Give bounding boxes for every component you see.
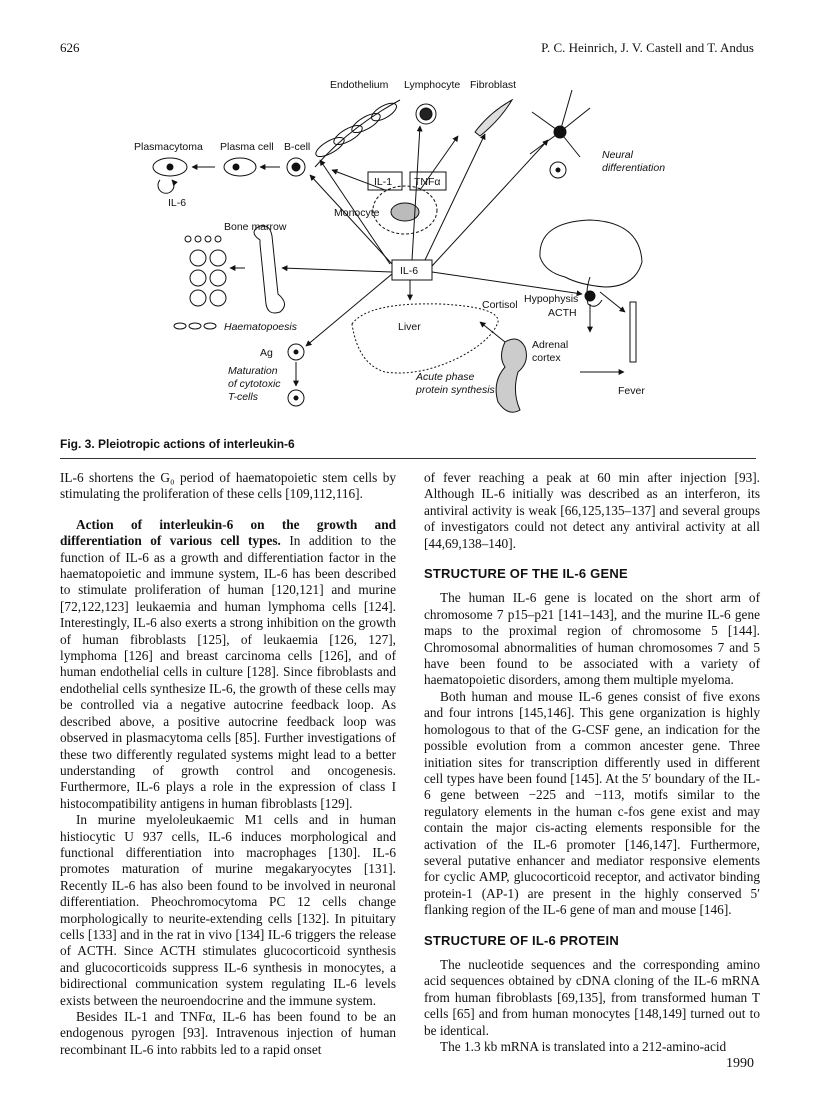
- section-heading: STRUCTURE OF THE IL-6 GENE: [424, 566, 628, 582]
- label-il6-center: IL-6: [400, 265, 419, 277]
- label-il1: IL-1: [374, 176, 393, 188]
- paragraph: Besides IL-1 and TNFα, IL-6 has been found to be an endogenous pyrogen [93]. Intravenous injection of human recombinant IL-6 into rabbits led to a rapid onset: [60, 1009, 396, 1057]
- label-fever: Fever: [618, 385, 645, 397]
- footer-year: 1990: [726, 1056, 754, 1071]
- paragraph: [60, 517, 396, 812]
- run-in-heading: Action of interleukin-6 on the growth and differentiation of various cell types.: [60, 516, 396, 549]
- endothelium-cells-illustration: [313, 100, 400, 167]
- fibroblast-illustration: [475, 100, 512, 136]
- paragraph: IL-6 shortens the G₀ period of haematopoietic stem cells by stimulating the proliferation of these cells [109,112,116].: [60, 470, 396, 502]
- paragraph: Both human and mouse IL-6 genes consist of five exons and four introns [145,146]. This gene organization is highly homologous to that of the G-CSF gene, an indication for the possible evolution from a common ancester gene. Three initiation sites for transcription differently used in different cell types have been found [145]. At the 5′ boundary of the IL-6 gene between −225 and −113, motifs similar to the regulatory elements in the human c-fos gene exist and may contain the major cis-acting elements responsible for the activation of the IL-6 promoter [146,147]. Furthermore, several putative enhancer and mediator responsive elements for cyclic AMP, glucocorticoid receptor, and activator binding protein-1 (AP-1) are present in the highly conserved 5′ flanking region of the IL-6 gene of man and mouse [146].: [424, 688, 760, 918]
- bone-illustration: [254, 226, 285, 313]
- label-endothelium: Endothelium: [330, 79, 389, 91]
- paragraph: The nucleotide sequences and the corresponding amino acid sequences obtained by cDNA cloning of the IL-6 mRNA from human fibroblasts [69,135], from transformed human T cells [65] and from human monocytes [148,149] turned out to be identical.: [424, 956, 760, 1038]
- left-column: [60, 470, 396, 1058]
- label-lymphocyte: Lymphocyte: [404, 79, 461, 91]
- label-cortex: cortex: [532, 352, 561, 364]
- paragraph: The 1.3 kb mRNA is translated into a 212-amino-acid: [440, 1039, 727, 1054]
- section-heading: STRUCTURE OF IL-6 PROTEIN: [424, 932, 619, 948]
- label-acth: ACTH: [548, 307, 577, 319]
- label-plasma-cell: Plasma cell: [220, 141, 274, 153]
- label-neural: Neural: [602, 149, 633, 161]
- paragraph-body: In addition to the function of IL-6 as a growth and differentiation factor in the haematopoietic and immune system, IL-6 has been described to stimulate proliferation of human [120,121] and murine [72,122,123] leukaemia and human lymphoma cells [124]. Interestingly, IL-6 also exerts a strong inhibition on the growth of human fibroblasts [125], of leukaemia [126, 127], lymphoma [126] and breast carcinoma cells [126], and of human endothelial cells in culture [128]. Since fibroblasts and endothelial cells synthesize IL-6, the growth of these cells may be controlled via a negative autocrine feedback loop. As described above, a positive autocrine feedback loop was observed in plasmacytoma cells [85]. Further investigations of these two differently regulated systems might lead to a better understanding of growth control and oncogenesis. Furthermore, IL-6 plays a role in the expression of class I histocompatibility antigens in human fibroblasts [129].: [60, 533, 396, 811]
- right-column: [424, 470, 760, 1055]
- label-cortisol: Cortisol: [482, 299, 518, 311]
- brain-illustration: [540, 220, 642, 287]
- label-tnf: TNFα: [414, 176, 441, 188]
- label-plasmacytoma: Plasmacytoma: [134, 141, 203, 153]
- label-hypophysis: Hypophysis: [524, 293, 579, 305]
- figure-caption: Fig. 3. Pleiotropic actions of interleukin-6: [60, 437, 295, 451]
- label-acute-2: protein synthesis: [416, 384, 495, 396]
- label-adrenal: Adrenal: [532, 339, 569, 351]
- lymphocyte-illustration: [416, 104, 436, 124]
- paragraph: In murine myeloleukaemic M1 cells and in human histiocytic U 937 cells, IL-6 induces morphological and functional differentiation into macrophages [130]. IL-6 promotes maturation of murine megakaryocytes [131]. Recently IL-6 has also been found to be involved in neuronal differentiation. Pheochromocytoma PC 12 cells change morphologically to neurite-extending cells [132]. In pituitary cells [133] and in the rat in vivo [134] IL-6 triggers the release of ACTH. Since ACTH stimulates glucocorticoid synthesis and glucocorticoids suppress IL-6 synthesis in monocytes, a bidirectional communication system regulating IL-6 levels exists between the neuroendocrine and the immune system.: [60, 812, 396, 1008]
- label-liver: Liver: [398, 321, 421, 333]
- label-fibroblast: Fibroblast: [470, 79, 517, 91]
- label-monocyte: Monocyte: [334, 207, 380, 219]
- label-il6-loop: IL-6: [168, 197, 187, 209]
- running-header-authors: P. C. Heinrich, J. V. Castell and T. Andus: [541, 40, 754, 55]
- label-maturation-1: Maturation: [228, 365, 278, 377]
- page-number: 626: [60, 40, 80, 55]
- caption-rule: [60, 458, 756, 459]
- paragraph: of fever reaching a peak at 60 min after injection [93]. Although IL-6 initially was described as an interferon, its antiviral activity is weak [66,125,135–137] and several groups of investigators could not detect any antiviral activity at all [44,69,138–140].: [424, 470, 760, 551]
- figure-pleiotropic-actions: [120, 72, 710, 432]
- label-acute-1: Acute phase: [416, 371, 475, 383]
- label-b-cell: B-cell: [284, 141, 311, 153]
- liver-illustration: [352, 304, 498, 373]
- label-maturation-2: of cytotoxic: [228, 378, 281, 390]
- label-haematopoesis: Haematopoesis: [224, 321, 297, 333]
- label-ag: Ag: [260, 347, 273, 359]
- neuron-illustration: [530, 90, 590, 157]
- label-maturation-3: T-cells: [228, 391, 258, 403]
- label-bone-marrow: Bone marrow: [224, 221, 287, 233]
- paragraph: The human IL-6 gene is located on the short arm of chromosome 7 p15–p21 [141–143], and the murine IL-6 gene maps to the proximal region of chromosome 5 [144]. Chromosomal abnormalities of human chromosomes 7 and 5 have been found to be associated with a variety of haematopoietic disorders, among them multiple myeloma.: [424, 590, 760, 688]
- label-differentiation: differentiation: [602, 162, 666, 174]
- adrenal-illustration: [496, 339, 526, 412]
